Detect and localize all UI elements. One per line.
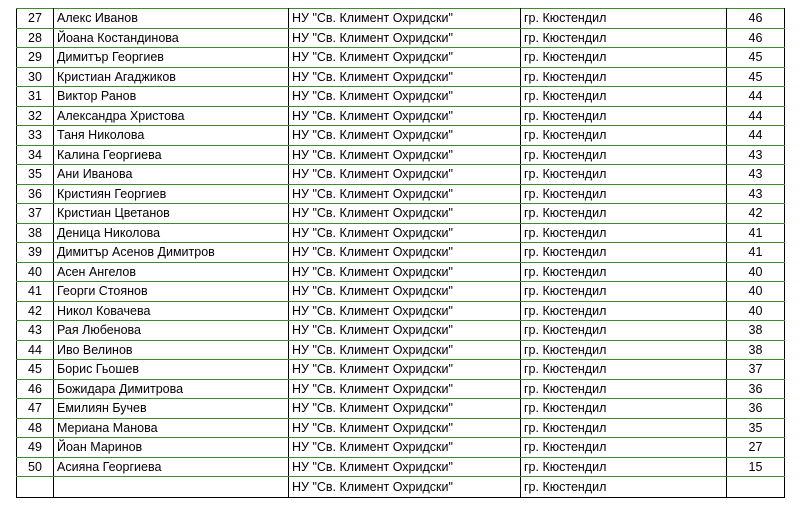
table-row	[17, 106, 785, 126]
student-name-cell: Рая Любенова	[54, 321, 289, 341]
student-name-cell: Кристиан Агаджиков	[54, 67, 289, 87]
student-name-cell: Димитър Асенов Димитров	[54, 243, 289, 263]
city-cell: гр. Кюстендил	[521, 67, 727, 87]
table-row	[17, 223, 785, 243]
score-cell: 46	[727, 28, 785, 48]
school-cell: НУ "Св. Климент Охридски"	[289, 145, 521, 165]
score-cell: 43	[727, 184, 785, 204]
table-row	[17, 165, 785, 185]
table-row	[17, 301, 785, 321]
school-cell: НУ "Св. Климент Охридски"	[289, 477, 521, 498]
score-cell: 40	[727, 282, 785, 302]
city-cell: гр. Кюстендил	[521, 321, 727, 341]
score-cell: 42	[727, 204, 785, 224]
city-cell: гр. Кюстендил	[521, 48, 727, 68]
score-cell: 15	[727, 457, 785, 477]
student-name-cell: Димитър Георгиев	[54, 48, 289, 68]
rank-cell: 45	[17, 360, 54, 380]
rank-cell: 47	[17, 399, 54, 419]
city-cell: гр. Кюстендил	[521, 282, 727, 302]
table-row	[17, 243, 785, 263]
student-name-cell: Йоан Маринов	[54, 438, 289, 458]
school-cell: НУ "Св. Климент Охридски"	[289, 321, 521, 341]
city-cell: гр. Кюстендил	[521, 204, 727, 224]
score-cell: 38	[727, 340, 785, 360]
student-name-cell: Йоана Костандинова	[54, 28, 289, 48]
school-cell: НУ "Св. Климент Охридски"	[289, 282, 521, 302]
student-name-cell	[54, 477, 289, 498]
school-cell: НУ "Св. Климент Охридски"	[289, 243, 521, 263]
school-cell: НУ "Св. Климент Охридски"	[289, 301, 521, 321]
score-cell: 38	[727, 321, 785, 341]
table-row	[17, 145, 785, 165]
table-row	[17, 28, 785, 48]
rank-cell: 48	[17, 418, 54, 438]
student-name-cell: Георги Стоянов	[54, 282, 289, 302]
rank-cell: 40	[17, 262, 54, 282]
student-name-cell: Кристиян Георгиев	[54, 184, 289, 204]
student-name-cell: Емилиян Бучев	[54, 399, 289, 419]
table-row	[17, 340, 785, 360]
table-row	[17, 126, 785, 146]
score-cell: 44	[727, 126, 785, 146]
school-cell: НУ "Св. Климент Охридски"	[289, 438, 521, 458]
rank-cell: 42	[17, 301, 54, 321]
city-cell: гр. Кюстендил	[521, 457, 727, 477]
school-cell: НУ "Св. Климент Охридски"	[289, 126, 521, 146]
city-cell: гр. Кюстендил	[521, 243, 727, 263]
table-row	[17, 379, 785, 399]
score-cell: 35	[727, 418, 785, 438]
rank-cell: 33	[17, 126, 54, 146]
student-name-cell: Ани Иванова	[54, 165, 289, 185]
score-cell: 40	[727, 262, 785, 282]
student-name-cell: Никол Ковачева	[54, 301, 289, 321]
rank-cell: 44	[17, 340, 54, 360]
school-cell: НУ "Св. Климент Охридски"	[289, 87, 521, 107]
student-name-cell: Таня Николова	[54, 126, 289, 146]
rank-cell: 34	[17, 145, 54, 165]
city-cell: гр. Кюстендил	[521, 126, 727, 146]
student-name-cell: Алекс Иванов	[54, 9, 289, 29]
school-cell: НУ "Св. Климент Охридски"	[289, 204, 521, 224]
school-cell: НУ "Св. Климент Охридски"	[289, 67, 521, 87]
school-cell: НУ "Св. Климент Охридски"	[289, 457, 521, 477]
city-cell: гр. Кюстендил	[521, 184, 727, 204]
score-cell	[727, 477, 785, 498]
city-cell: гр. Кюстендил	[521, 28, 727, 48]
school-cell: НУ "Св. Климент Охридски"	[289, 184, 521, 204]
school-cell: НУ "Св. Климент Охридски"	[289, 28, 521, 48]
student-name-cell: Калина Георгиева	[54, 145, 289, 165]
rank-cell: 50	[17, 457, 54, 477]
school-cell: НУ "Св. Климент Охридски"	[289, 165, 521, 185]
table-row	[17, 87, 785, 107]
city-cell: гр. Кюстендил	[521, 477, 727, 498]
city-cell: гр. Кюстендил	[521, 223, 727, 243]
score-cell: 44	[727, 106, 785, 126]
score-cell: 45	[727, 67, 785, 87]
rank-cell: 27	[17, 9, 54, 29]
city-cell: гр. Кюстендил	[521, 87, 727, 107]
school-cell: НУ "Св. Климент Охридски"	[289, 48, 521, 68]
student-name-cell: Деница Николова	[54, 223, 289, 243]
school-cell: НУ "Св. Климент Охридски"	[289, 360, 521, 380]
rank-cell: 46	[17, 379, 54, 399]
rank-cell: 31	[17, 87, 54, 107]
rank-cell: 28	[17, 28, 54, 48]
student-name-cell: Божидара Димитрова	[54, 379, 289, 399]
school-cell: НУ "Св. Климент Охридски"	[289, 399, 521, 419]
table-row	[17, 418, 785, 438]
rank-cell: 38	[17, 223, 54, 243]
score-cell: 41	[727, 243, 785, 263]
table-row	[17, 457, 785, 477]
rank-cell: 35	[17, 165, 54, 185]
student-name-cell: Виктор Ранов	[54, 87, 289, 107]
city-cell: гр. Кюстендил	[521, 165, 727, 185]
rank-cell: 29	[17, 48, 54, 68]
student-name-cell: Кристиан Цветанов	[54, 204, 289, 224]
student-name-cell: Асен Ангелов	[54, 262, 289, 282]
table-row	[17, 9, 785, 29]
city-cell: гр. Кюстендил	[521, 360, 727, 380]
score-cell: 45	[727, 48, 785, 68]
city-cell: гр. Кюстендил	[521, 262, 727, 282]
score-cell: 27	[727, 438, 785, 458]
rank-cell: 37	[17, 204, 54, 224]
city-cell: гр. Кюстендил	[521, 301, 727, 321]
table-row	[17, 184, 785, 204]
table-row	[17, 48, 785, 68]
school-cell: НУ "Св. Климент Охридски"	[289, 223, 521, 243]
school-cell: НУ "Св. Климент Охридски"	[289, 9, 521, 29]
school-cell: НУ "Св. Климент Охридски"	[289, 340, 521, 360]
table-row	[17, 262, 785, 282]
student-name-cell: Мериана Манова	[54, 418, 289, 438]
rank-cell: 36	[17, 184, 54, 204]
city-cell: гр. Кюстендил	[521, 418, 727, 438]
score-cell: 44	[727, 87, 785, 107]
student-name-cell: Иво Велинов	[54, 340, 289, 360]
rank-cell: 41	[17, 282, 54, 302]
rank-cell: 49	[17, 438, 54, 458]
rank-cell: 32	[17, 106, 54, 126]
student-name-cell: Асияна Георгиева	[54, 457, 289, 477]
city-cell: гр. Кюстендил	[521, 9, 727, 29]
table-row	[17, 438, 785, 458]
school-cell: НУ "Св. Климент Охридски"	[289, 379, 521, 399]
rank-cell: 30	[17, 67, 54, 87]
score-cell: 43	[727, 165, 785, 185]
rank-cell: 43	[17, 321, 54, 341]
city-cell: гр. Кюстендил	[521, 399, 727, 419]
student-name-cell: Борис Гьошев	[54, 360, 289, 380]
table-row	[17, 321, 785, 341]
city-cell: гр. Кюстендил	[521, 438, 727, 458]
table-row	[17, 204, 785, 224]
rank-cell	[17, 477, 54, 498]
score-cell: 41	[727, 223, 785, 243]
school-cell: НУ "Св. Климент Охридски"	[289, 262, 521, 282]
table-row	[17, 282, 785, 302]
results-table-body	[17, 9, 785, 498]
score-cell: 46	[727, 9, 785, 29]
score-cell: 37	[727, 360, 785, 380]
score-cell: 36	[727, 379, 785, 399]
rank-cell: 39	[17, 243, 54, 263]
score-cell: 43	[727, 145, 785, 165]
city-cell: гр. Кюстендил	[521, 106, 727, 126]
score-cell: 40	[727, 301, 785, 321]
table-row	[17, 360, 785, 380]
table-row	[17, 67, 785, 87]
school-cell: НУ "Св. Климент Охридски"	[289, 418, 521, 438]
table-row	[17, 477, 785, 498]
results-table	[16, 8, 785, 498]
score-cell: 36	[727, 399, 785, 419]
school-cell: НУ "Св. Климент Охридски"	[289, 106, 521, 126]
table-row	[17, 399, 785, 419]
city-cell: гр. Кюстендил	[521, 379, 727, 399]
city-cell: гр. Кюстендил	[521, 340, 727, 360]
student-name-cell: Александра Христова	[54, 106, 289, 126]
city-cell: гр. Кюстендил	[521, 145, 727, 165]
